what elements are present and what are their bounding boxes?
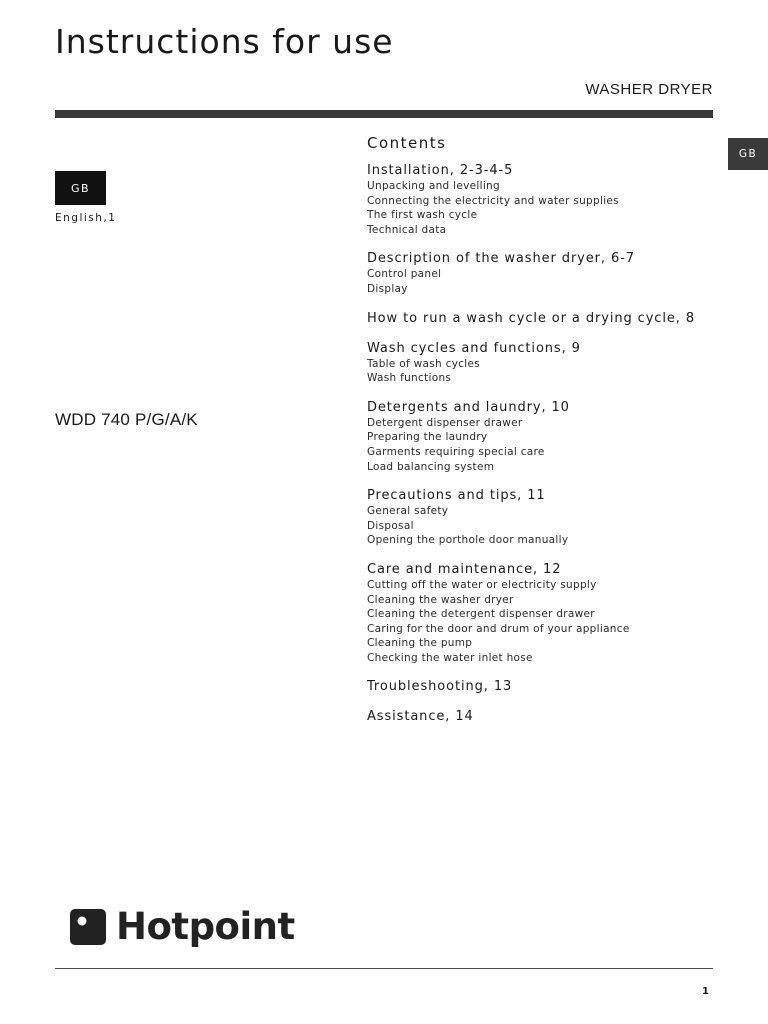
contents-section-title[interactable]: How to run a wash cycle or a drying cycle, 8: [367, 310, 695, 326]
contents-subitem[interactable]: Garments requiring special care: [367, 445, 545, 458]
contents-section: [367, 487, 722, 548]
contents-subitem[interactable]: Technical data: [367, 223, 447, 236]
model-number: WDD 740 P/G/A/K: [55, 410, 198, 429]
contents-subitems: [367, 179, 722, 237]
contents-sections: [367, 162, 722, 725]
page-number: 1: [702, 986, 709, 997]
contents-subitem[interactable]: Cleaning the washer dryer: [367, 593, 514, 606]
hotpoint-logo-icon: [70, 909, 106, 945]
contents-subitem[interactable]: Preparing the laundry: [367, 431, 488, 444]
contents-section-title[interactable]: Precautions and tips, 11: [367, 488, 546, 504]
contents-subitems: [367, 504, 722, 548]
contents-subitems: [367, 357, 722, 386]
contents-section-title[interactable]: Description of the washer dryer, 6-7: [367, 251, 635, 267]
contents-section: [367, 708, 722, 725]
contents-subitem[interactable]: Checking the water inlet hose: [367, 651, 533, 664]
contents-subitem[interactable]: Disposal: [367, 519, 414, 532]
contents-section-title[interactable]: Care and maintenance, 12: [367, 561, 562, 577]
contents-subitem[interactable]: Caring for the door and drum of your appliance: [367, 622, 630, 635]
contents-section: [367, 678, 722, 695]
contents-subitem[interactable]: Load balancing system: [367, 460, 495, 473]
contents-subitem[interactable]: Connecting the electricity and water supplies: [367, 194, 619, 207]
contents-heading: Contents: [367, 134, 447, 152]
brand-name: Hotpoint: [116, 905, 295, 948]
contents-subitem[interactable]: Table of wash cycles: [367, 357, 481, 370]
contents-subitem[interactable]: Cutting off the water or electricity supply: [367, 578, 597, 591]
language-link[interactable]: English,1: [55, 212, 117, 224]
contents-section: [367, 399, 722, 474]
contents-section-title[interactable]: Wash cycles and functions, 9: [367, 340, 581, 356]
contents-section: [367, 340, 722, 386]
document-title: Instructions for use: [55, 22, 394, 61]
contents-subitem[interactable]: Cleaning the pump: [367, 637, 473, 650]
contents-subitem[interactable]: Control panel: [367, 268, 442, 281]
contents-subitem[interactable]: Display: [367, 282, 408, 295]
contents-subitem[interactable]: Unpacking and levelling: [367, 180, 500, 192]
contents-section-title[interactable]: Installation, 2-3-4-5: [367, 163, 514, 178]
contents-section: [367, 250, 722, 296]
language-edge-tab: GB: [728, 138, 768, 170]
contents-subitem[interactable]: The first wash cycle: [367, 209, 478, 222]
contents-section: [367, 162, 722, 237]
product-type: WASHER DRYER: [585, 81, 713, 98]
contents-section-title[interactable]: Detergents and laundry, 10: [367, 399, 570, 415]
table-of-contents: [367, 132, 722, 738]
footer-rule: [55, 968, 713, 969]
contents-section: [367, 561, 722, 666]
language-badge: GB: [55, 171, 106, 205]
contents-subitem[interactable]: Wash functions: [367, 372, 452, 385]
contents-section-title[interactable]: Troubleshooting, 13: [367, 679, 513, 695]
contents-subitem[interactable]: Opening the porthole door manually: [367, 534, 569, 547]
brand-logo: [70, 905, 295, 949]
contents-subitem[interactable]: Cleaning the detergent dispenser drawer: [367, 608, 595, 621]
contents-section: [367, 310, 722, 327]
contents-subitem[interactable]: Detergent dispenser drawer: [367, 416, 523, 429]
contents-subitem[interactable]: General safety: [367, 505, 449, 518]
contents-subitems: [367, 416, 722, 474]
contents-section-title[interactable]: Assistance, 14: [367, 709, 474, 725]
header-rule: [55, 110, 713, 118]
contents-subitems: [367, 267, 722, 296]
contents-subitems: [367, 578, 722, 666]
